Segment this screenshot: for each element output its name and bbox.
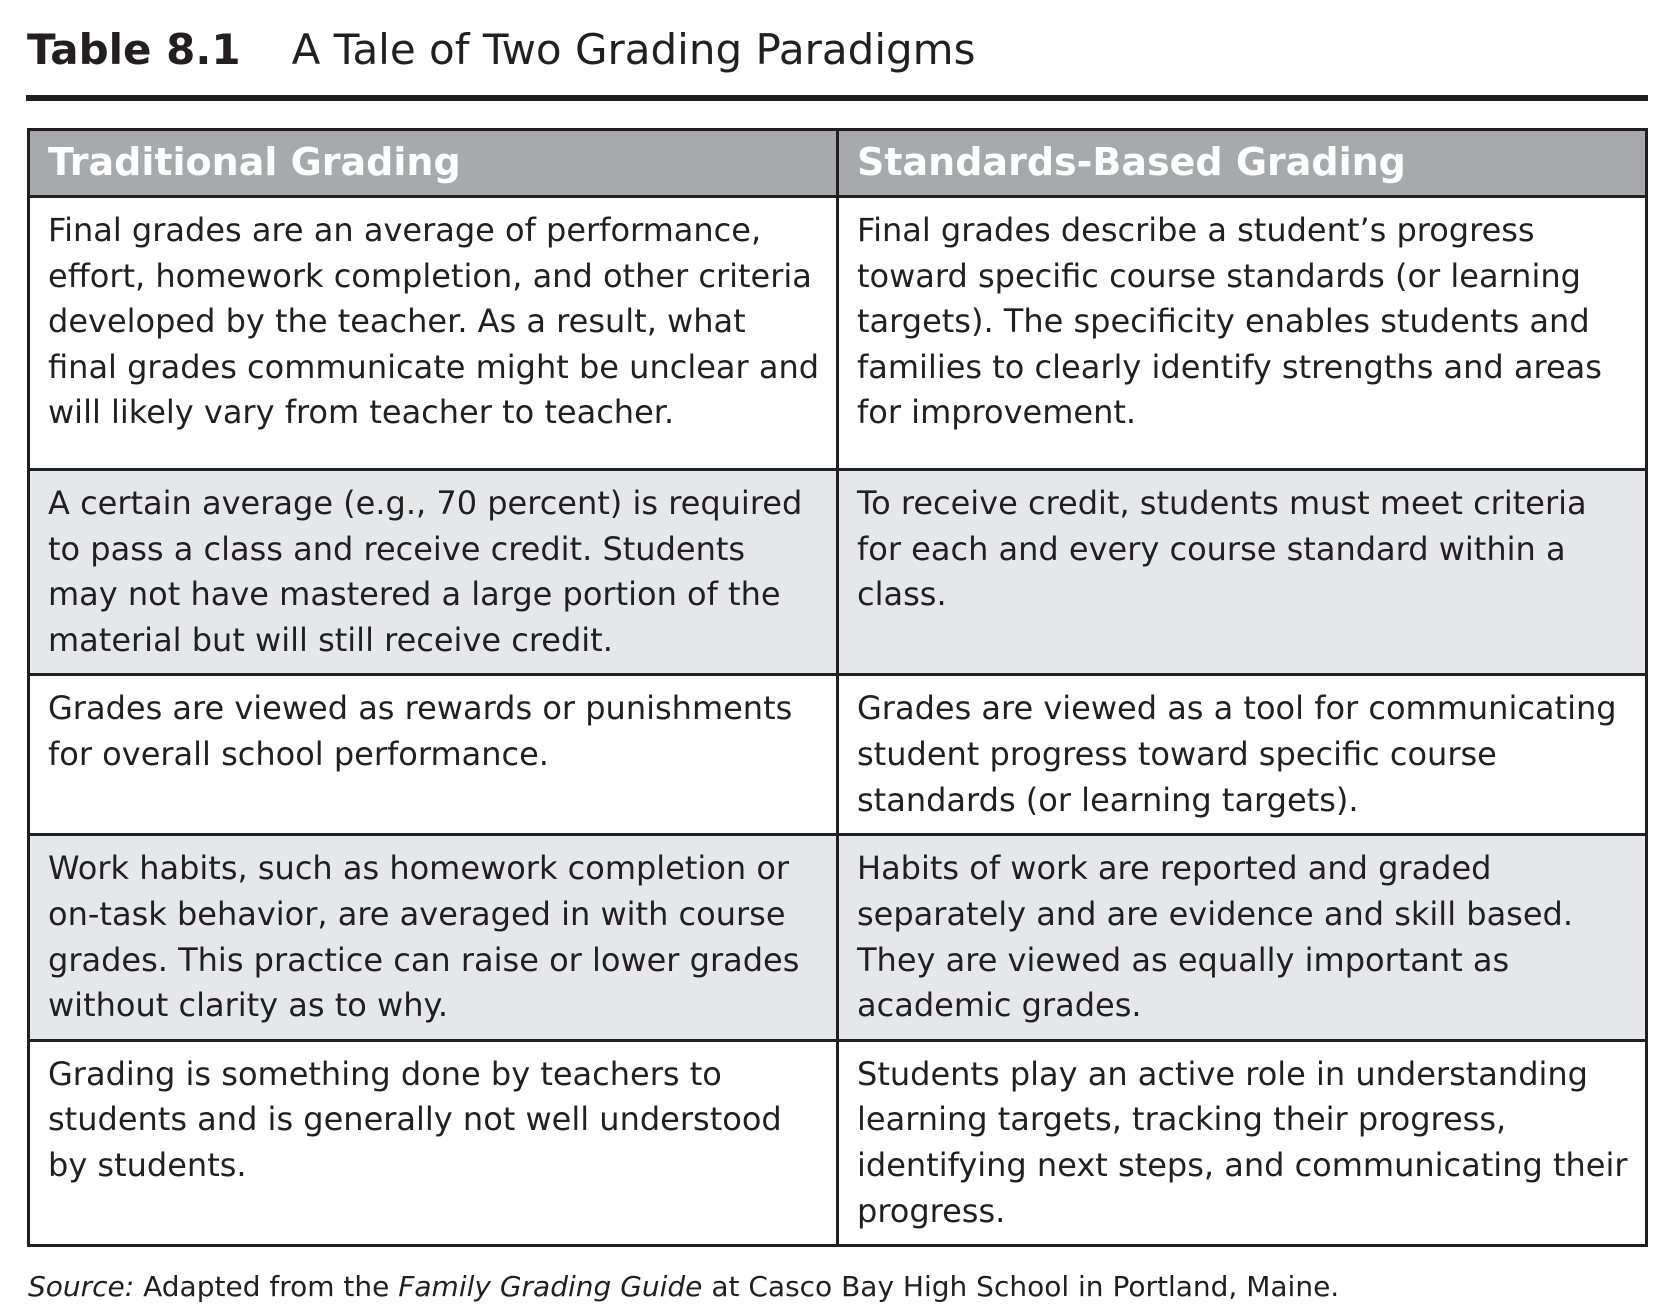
table-row — [29, 470, 1647, 675]
table-number: Table 8.1 — [27, 25, 241, 74]
source-publication: Family Grading Guide — [398, 1270, 703, 1303]
source-note — [28, 1270, 1339, 1304]
table-row — [29, 835, 1647, 1040]
title-rule — [26, 95, 1648, 101]
table-title: A Tale of Two Grading Paradigms — [291, 25, 976, 74]
standards-cell: Habits of work are reported and graded separately and are evidence and skill based. They are viewed as equally important as academic grades. — [838, 835, 1647, 1040]
traditional-cell: A certain average (e.g., 70 percent) is required to pass a class and receive credit. Students may not have mastered a large portion of the material but will still receive credit. — [29, 470, 838, 675]
traditional-cell: Grades are viewed as rewards or punishments for overall school performance. — [29, 675, 838, 835]
source-label: Source: — [28, 1270, 135, 1303]
standards-cell: Students play an active role in understanding learning targets, tracking their progress, identifying next steps, and communicating their progress. — [838, 1040, 1647, 1245]
table-row — [29, 197, 1647, 470]
standards-cell: To receive credit, students must meet criteria for each and every course standard within a class. — [838, 470, 1647, 675]
table-row — [29, 1040, 1647, 1245]
source-text-before: Adapted from the — [134, 1270, 399, 1303]
traditional-cell: Final grades are an average of performance, effort, homework completion, and other criteria developed by the teacher. As a result, what final grades communicate might be unclear and will likely vary from teacher to teacher. — [29, 197, 838, 470]
column-header-traditional: Traditional Grading — [29, 130, 838, 197]
table-caption — [27, 26, 1647, 74]
traditional-cell: Work habits, such as homework completion or on-task behavior, are averaged in with course grades. This practice can raise or lower grades without clarity as to why. — [29, 835, 838, 1040]
source-text-after: at Casco Bay High School in Portland, Maine. — [702, 1270, 1340, 1303]
column-header-standards-based: Standards-Based Grading — [838, 130, 1647, 197]
standards-cell: Final grades describe a student’s progress toward specific course standards (or learning targets). The specificity enables students and families to clearly identify strengths and areas for improvement. — [838, 197, 1647, 470]
standards-cell: Grades are viewed as a tool for communicating student progress toward specific course standards (or learning targets). — [838, 675, 1647, 835]
table-row — [29, 675, 1647, 835]
table-header-row — [29, 130, 1647, 197]
comparison-table — [27, 128, 1648, 1247]
traditional-cell: Grading is something done by teachers to students and is generally not well understood by students. — [29, 1040, 838, 1245]
